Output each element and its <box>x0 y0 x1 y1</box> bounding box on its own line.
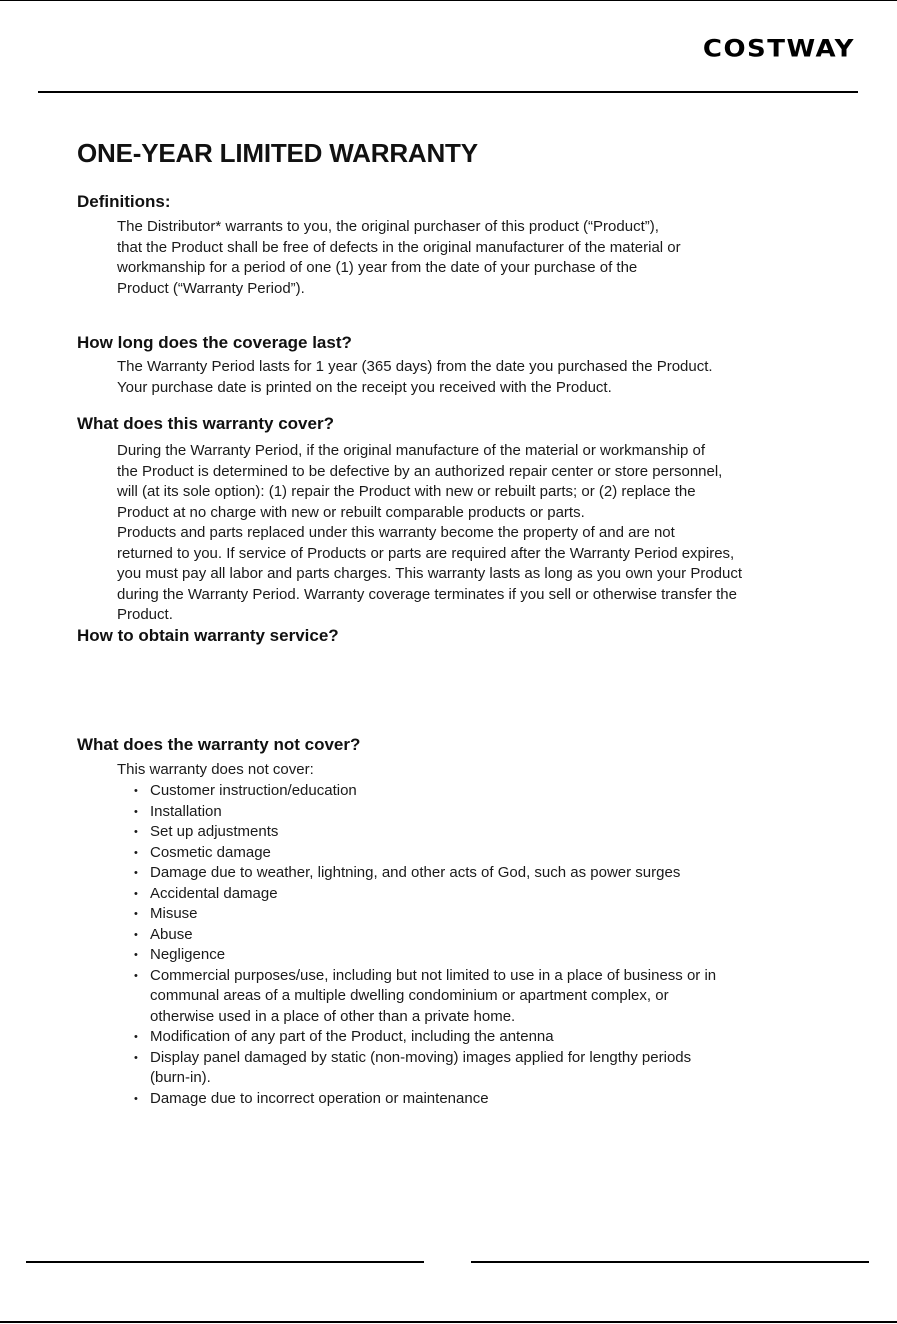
bullet-icon: • <box>134 887 138 900</box>
bullet-icon: • <box>134 908 138 920</box>
bullet-icon: • <box>134 785 138 797</box>
exclusion-item-text: Display panel damaged by static (non-moving) images applied for lengthy periods <box>150 1048 692 1066</box>
definitions-line: Product (“Warranty Period”). <box>117 279 305 297</box>
exclusion-item <box>134 945 834 966</box>
exclusion-item-text: Negligence <box>150 946 226 963</box>
bullet-icon: • <box>134 846 138 859</box>
bullet-icon: • <box>134 949 138 961</box>
bullet-icon: • <box>134 826 138 838</box>
coverage-length-line: Your purchase date is printed on the receipt you received with the Product. <box>117 378 612 396</box>
exclusion-item-text: Installation <box>150 802 222 820</box>
exclusion-item <box>134 925 834 946</box>
coverage-line: you must pay all labor and parts charges. This warranty lasts as long as you own your Product <box>117 565 743 582</box>
exclusion-item <box>134 966 834 1028</box>
definitions-heading: Definitions: <box>77 192 171 211</box>
exclusions-list <box>134 781 834 1109</box>
costway-logo: COSTWAY <box>702 35 855 63</box>
bullet-icon: • <box>134 1031 138 1043</box>
exclusion-item-text: Accidental damage <box>150 884 278 902</box>
bullet-icon: • <box>134 867 138 879</box>
bullet-icon: • <box>134 928 138 941</box>
exclusion-item <box>134 802 834 823</box>
exclusion-item-text: Cosmetic damage <box>150 843 271 861</box>
exclusion-item <box>134 822 834 843</box>
header-divider <box>38 91 858 93</box>
page-title: ONE-YEAR LIMITED WARRANTY <box>77 138 478 168</box>
bullet-icon: • <box>134 969 138 982</box>
coverage-length-heading: How long does the coverage last? <box>77 333 352 352</box>
exclusion-item-text: Misuse <box>150 905 198 922</box>
coverage-line: Product. <box>117 606 173 623</box>
footer-divider-left <box>26 1261 424 1263</box>
page-top-edge <box>0 0 897 1</box>
page-bottom-edge <box>0 1321 897 1323</box>
definitions-line: The Distributor* warrants to you, the original purchaser of this product (“Product”), <box>117 218 659 235</box>
exclusion-item-text: Abuse <box>150 925 193 943</box>
coverage-line: Product at no charge with new or rebuilt comparable products or parts. <box>117 503 585 521</box>
exclusion-item <box>134 1089 834 1110</box>
coverage-heading: What does this warranty cover? <box>77 414 334 433</box>
exclusion-item <box>134 781 834 802</box>
coverage-line: During the Warranty Period, if the original manufacture of the material or workmanship of <box>117 442 706 459</box>
exclusion-item-text: Commercial purposes/use, including but not limited to use in a place of business or in <box>150 966 717 984</box>
exclusions-heading: What does the warranty not cover? <box>77 735 361 754</box>
bullet-icon: • <box>134 1092 138 1105</box>
exclusion-item <box>134 843 834 864</box>
exclusion-item-text: Modification of any part of the Product, including the antenna <box>150 1028 554 1045</box>
coverage-length-paragraph <box>117 357 837 398</box>
exclusion-item-text: Damage due to incorrect operation or maintenance <box>150 1089 489 1107</box>
exclusion-item-text: Damage due to weather, lightning, and other acts of God, such as power surges <box>150 864 681 881</box>
coverage-line: returned to you. If service of Products or parts are required after the Warranty Period expires, <box>117 544 735 562</box>
exclusion-item-text: otherwise used in a place of other than a private home. <box>150 1007 516 1025</box>
exclusions-intro <box>117 760 837 781</box>
exclusion-item-text: (burn-in). <box>150 1069 211 1086</box>
exclusion-item <box>134 1048 834 1089</box>
exclusions-intro-text: This warranty does not cover: <box>117 761 314 778</box>
coverage-paragraph <box>117 441 837 626</box>
coverage-line: the Product is determined to be defective by an authorized repair center or store personnel, <box>117 462 723 480</box>
service-heading: How to obtain warranty service? <box>77 626 339 645</box>
footer-divider-right <box>471 1261 869 1263</box>
definitions-line: workmanship for a period of one (1) year from the date of your purchase of the <box>117 259 638 276</box>
bullet-icon: • <box>134 1051 138 1064</box>
exclusion-item <box>134 904 834 925</box>
coverage-length-line: The Warranty Period lasts for 1 year (365 days) from the date you purchased the Product. <box>117 358 713 375</box>
definitions-line: that the Product shall be free of defects in the original manufacturer of the material or <box>117 238 681 256</box>
exclusion-item <box>134 863 834 884</box>
exclusion-item-text: Set up adjustments <box>150 823 279 840</box>
coverage-line: will (at its sole option): (1) repair the Product with new or rebuilt parts; or (2) replace the <box>117 483 696 500</box>
exclusion-item-text: communal areas of a multiple dwelling condominium or apartment complex, or <box>150 987 669 1004</box>
exclusion-item-text: Customer instruction/education <box>150 782 357 799</box>
exclusion-item <box>134 1027 834 1048</box>
definitions-paragraph <box>117 217 837 299</box>
coverage-line: Products and parts replaced under this warranty become the property of and are not <box>117 524 675 541</box>
coverage-line: during the Warranty Period. Warranty coverage terminates if you sell or otherwise transfer the <box>117 585 737 603</box>
bullet-icon: • <box>134 805 138 818</box>
exclusion-item <box>134 884 834 905</box>
